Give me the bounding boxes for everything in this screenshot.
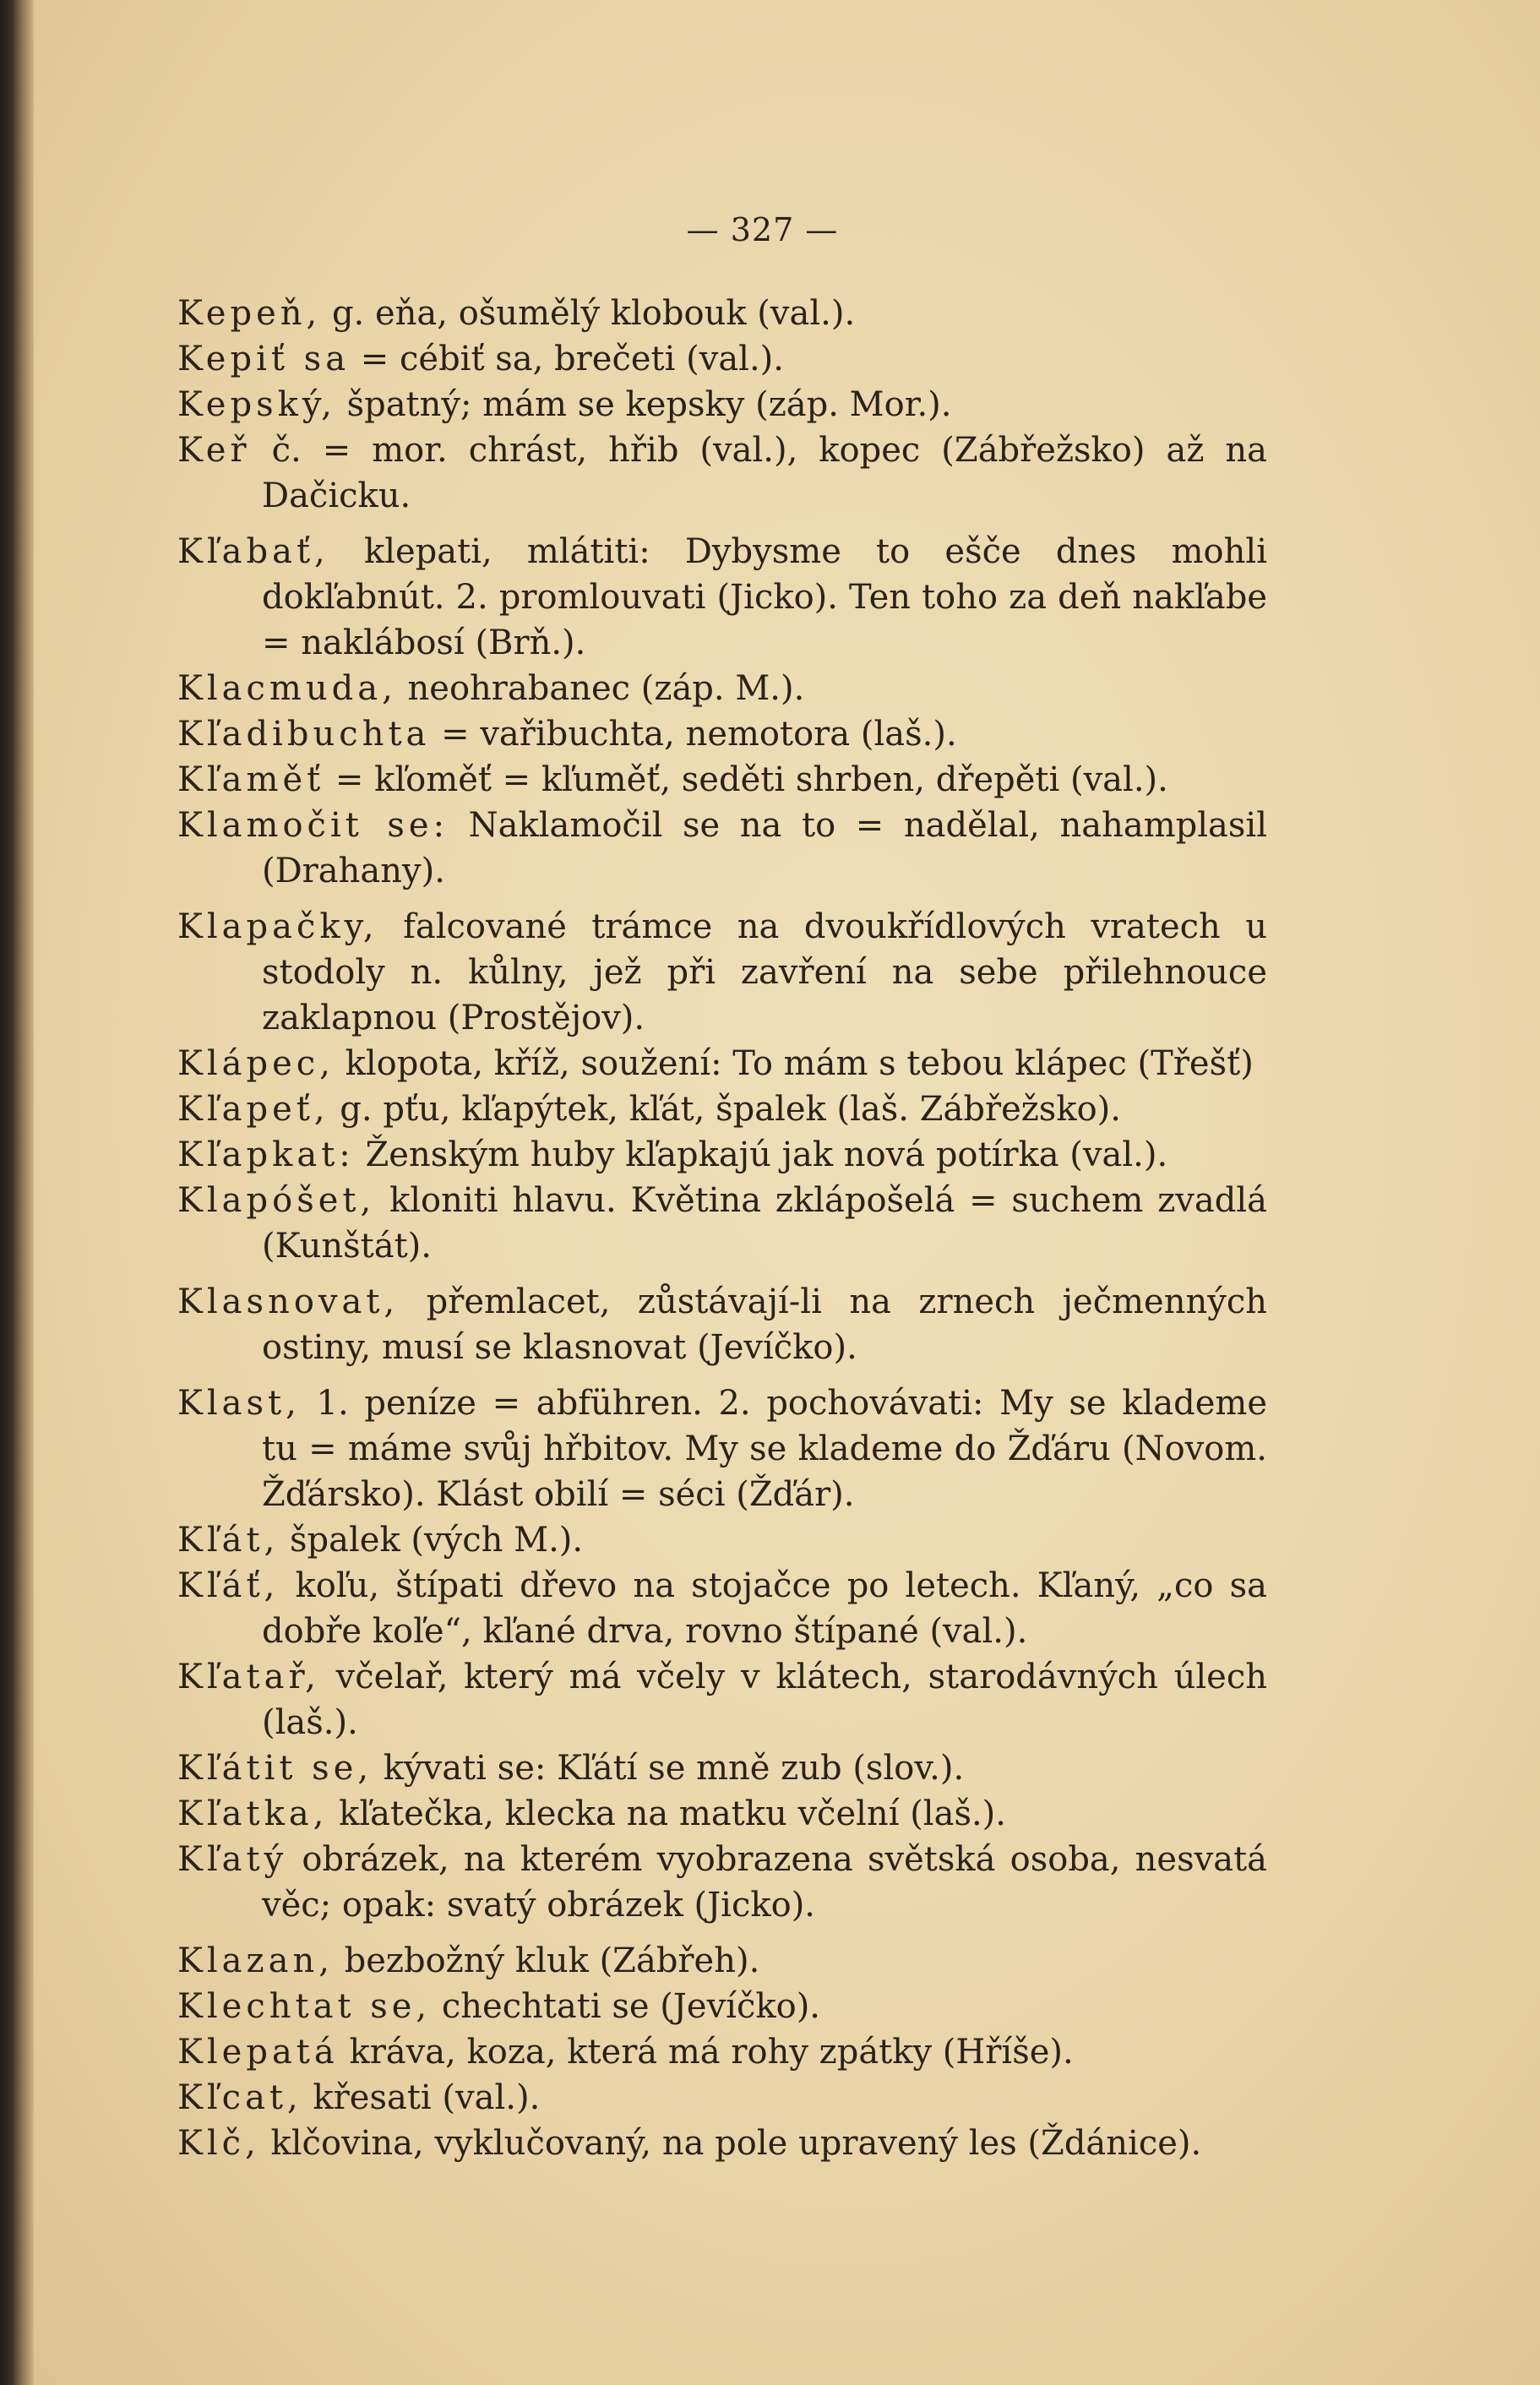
headword: Kepský, [177,385,336,424]
definition: klepati, mlátiti: Dybysme to ešče dnes mohli dokľabnút. 2. promlouvati (Jicko). Ten toho za deň nakľabe = naklábosí (Brň.). [262,532,1267,662]
headword: Kľáť, [177,1566,280,1605]
headword: Kľatý [177,1840,288,1879]
headword: Kľabať, [177,532,329,571]
definition: Ženským huby kľapkajú jak nová potírka (val.). [354,1135,1168,1174]
headword: Kľaměť [177,760,325,799]
definition: g. eňa, ošumělý klobouk (val.). [321,294,856,333]
definition: kľatečka, klecka na matku včelní (laš.). [328,1794,1007,1833]
headword: Klazan, [177,1941,334,1980]
headword: Kľát, [177,1521,280,1560]
entry-klapkat [177,1132,1267,1178]
entry-klechtat-se [177,1984,1267,2029]
definition: = cébiť sa, brečeti (val.). [350,340,784,378]
headword: Kepiť sa [177,340,351,378]
entry-klapacky [177,904,1267,1041]
entry-klapet [177,1086,1267,1132]
entry-klapec [177,1041,1267,1086]
headword: Klapóšet, [177,1181,376,1220]
headword: Klapačky, [177,907,378,946]
entry-kladibuchta [177,711,1267,757]
definition: přemlacet, zůstávají-li na zrnech ječmenných ostiny, musí se klasnovat (Jevíčko). [262,1282,1267,1367]
definition: bezbožný kluk (Zábřeh). [333,1941,760,1980]
definition: špalek (vých M.). [279,1521,584,1560]
entry-klaty [177,1837,1267,1928]
dictionary-page [177,211,1267,2166]
headword: Kľapkat: [177,1135,355,1174]
definition: obrázek, na kterém vyobrazena světská osoba, nesvatá věc; opak: svatý obrázek (Jicko). [262,1840,1267,1925]
entry-klc [177,2121,1267,2166]
definition: chechtati se (Jevíčko). [431,1987,821,2026]
headword: Kepeň, [177,294,322,333]
entry-klcat [177,2075,1267,2121]
definition: = kľoměť = kľuměť, seděti shrben, dřepěti (val.). [324,760,1168,799]
entry-klamet [177,757,1267,803]
definition: špatný; mám se kepsky (záp. Mor.). [335,385,952,424]
headword: Kľcat, [177,2078,302,2117]
entry-kepen [177,291,1267,336]
headword: Kľatař, [177,1658,320,1696]
definition: křesati (val.). [302,2078,541,2117]
entry-klat-kolu [177,1563,1267,1654]
entry-kepit-sa [177,336,1267,382]
entry-klamocit-se [177,803,1267,894]
headword: Keř [177,431,251,470]
entry-klatit-se [177,1745,1267,1791]
definition: včelař, který má včely v klátech, starodávných úlech (laš.). [262,1658,1267,1742]
entry-ker [177,427,1267,519]
entry-klacmuda [177,666,1267,711]
entry-klatka [177,1791,1267,1837]
entry-klaposet [177,1178,1267,1269]
definition: = vařibuchta, nemotora (laš.). [430,715,957,754]
headword: Klamočit se: [177,806,449,845]
definition: koľu, štípati dřevo na stojačce po letech. Kľaný, „co sa dobře koľe“, kľané drva, rovno štípané (val.). [262,1566,1267,1651]
headword: Kľátit se, [177,1749,373,1788]
definition: neohrabanec (záp. M.). [396,669,805,708]
definition: kývati se: Kľátí se mně zub (slov.). [373,1749,965,1788]
headword: Klasnovat, [177,1282,400,1321]
definition: 1. peníze = abführen. 2. pochovávati: My se klademe tu = máme svůj hřbitov. My se klademe do Žďáru (Novom. Žďársko). Klást obilí = séci (Žďár). [262,1384,1267,1514]
entry-klasnovat [177,1279,1267,1370]
headword: Kľadibuchta [177,715,431,754]
definition: Naklamočil se na to = nadělal, nahamplasil (Drahany). [262,806,1267,890]
definition: kráva, koza, která má rohy zpátky (Hříše). [338,2033,1074,2072]
definition: klčovina, vyklučovaný, na pole upravený les (Ždánice). [259,2124,1202,2163]
entry-kepsky [177,382,1267,427]
entry-klepata [177,2029,1267,2075]
headword: Kľatka, [177,1794,329,1833]
page-number: — 327 — [686,211,839,248]
entry-klat [177,1517,1267,1563]
definition: falcované trámce na dvoukřídlových vratech u stodoly n. kůlny, jež při zavření na sebe přilehnouce zaklapnou (Prostějov). [262,907,1267,1037]
entry-klatar [177,1654,1267,1745]
headword: Klechtat se, [177,1987,432,2026]
headword: Klč, [177,2124,260,2163]
definition: klopota, kříž, soužení: To mám s tebou klápec (Třešť) [334,1044,1254,1083]
entry-klast [177,1380,1267,1517]
headword: Klast, [177,1384,301,1423]
entry-klazan [177,1938,1267,1984]
definition: č. = mor. chrást, hřib (val.), kopec (Zábřežsko) až na Dačicku. [250,431,1267,515]
entry-klabat [177,529,1267,666]
book-spine-edge [0,0,34,2385]
headword: Klápec, [177,1044,335,1083]
definition: kloniti hlavu. Květina zklápošelá = suchem zvadlá (Kunštát). [262,1181,1267,1266]
headword: Klacmuda, [177,669,397,708]
headword: Kľapeť, [177,1090,329,1129]
definition: g. pťu, kľapýtek, kľát, špalek (laš. Zábřežsko). [329,1090,1121,1129]
headword: Klepatá [177,2033,339,2072]
